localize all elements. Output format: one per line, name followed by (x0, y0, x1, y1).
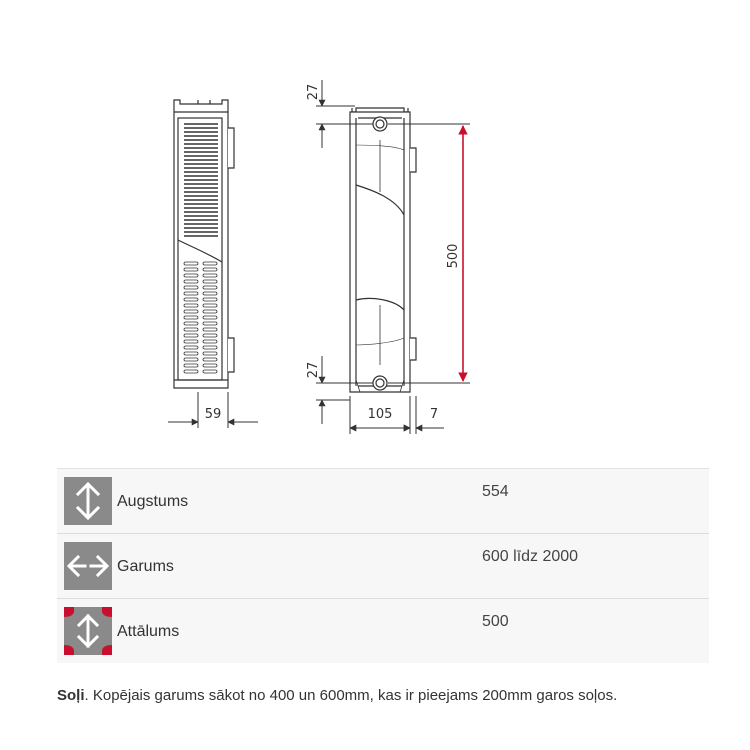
vertical-arrows-icon (64, 477, 112, 525)
spec-label-distance: Attālums (117, 623, 180, 640)
wall-offset-label: 7 (429, 407, 439, 422)
steps-note (57, 687, 717, 704)
horizontal-arrows-icon (64, 542, 112, 590)
front-view (350, 108, 416, 392)
connection-distance-icon (64, 607, 112, 655)
front-width-label: 105 (367, 407, 393, 422)
side-view-upper-fins (184, 124, 218, 236)
bottom-offset-label: 27 (306, 361, 321, 379)
spec-value-length: 600 līdz 2000 (482, 548, 579, 565)
top-offset-label: 27 (306, 83, 321, 101)
spec-row-height (57, 468, 709, 533)
spec-value-height: 554 (482, 483, 509, 500)
spec-table (57, 468, 709, 663)
spec-row-length (57, 533, 709, 598)
spec-label-height: Augstums (117, 493, 189, 510)
steps-note-text: . Kopējais garums sākot no 400 un 600mm, kas ir pieejams 200mm garos soļos. (84, 687, 618, 704)
connection-distance-label: 500 (446, 243, 461, 269)
side-depth-label: 59 (204, 407, 222, 422)
spec-row-distance (57, 598, 709, 663)
spec-value-distance: 500 (482, 613, 509, 630)
steps-note-title: Soļi (57, 687, 85, 704)
spec-label-length: Garums (117, 558, 174, 575)
